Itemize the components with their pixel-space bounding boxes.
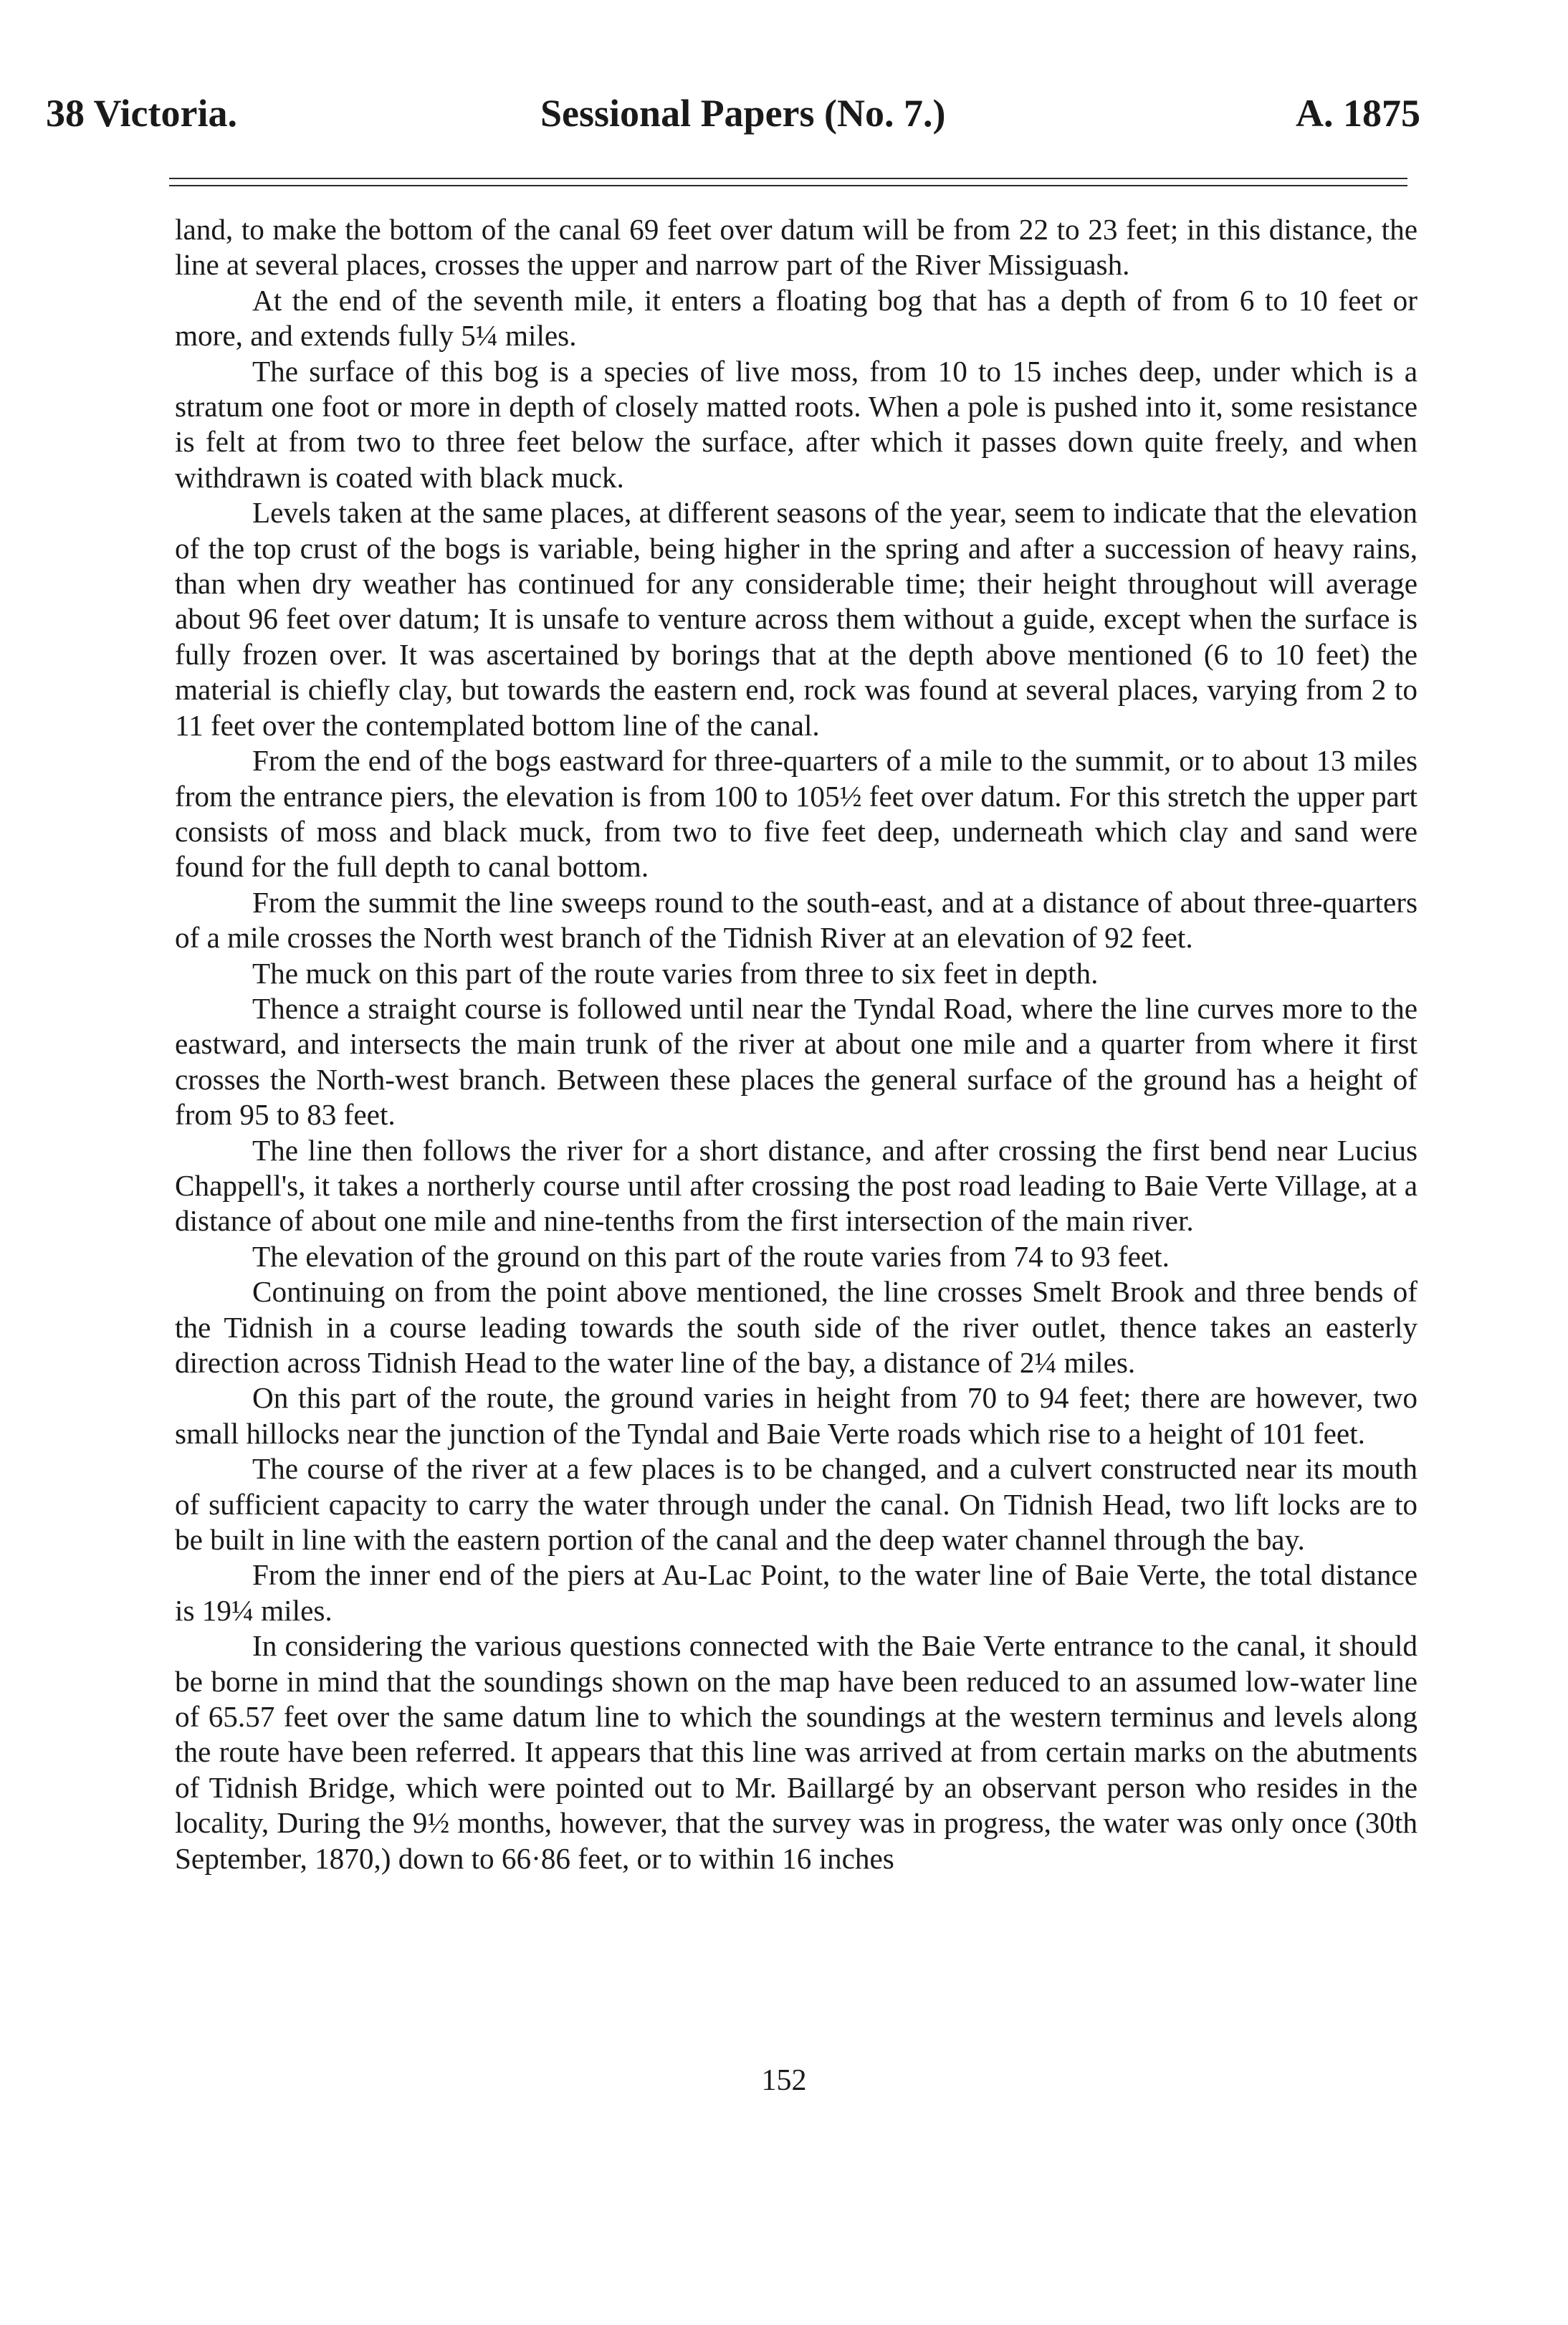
paragraph: From the end of the bogs eastward for three-quarters of a mile to the summit, or to about 13 miles from the entrance piers, the elevation is from 100 to 105½ feet over datum. For this stretch the upper part consists of moss and black muck, from two to five feet deep, underneath which clay and sand were found for the full depth to canal bottom. xyxy=(175,744,1418,884)
paragraph: From the inner end of the piers at Au-Lac Point, to the water line of Baie Verte, the total distance is 19¼ miles. xyxy=(175,1558,1418,1627)
body-text xyxy=(175,212,1418,1876)
paragraph: In considering the various questions connected with the Baie Verte entrance to the canal, it should be borne in mind that the soundings shown on the map have been reduced to an assumed low-water line of 65.57 feet over the same datum line to which the soundings at the western terminus and levels along the route have been referred. It appears that this line was arrived at from certain marks on the abutments of Tidnish Bridge, which were pointed out to Mr. Baillargé by an observant person who resides in the locality, During the 9½ months, however, that the survey was in progress, the water was only once (30th September, 1870,) down to 66·86 feet, or to within 16 inches xyxy=(175,1629,1418,1875)
paragraph: On this part of the route, the ground varies in height from 70 to 94 feet; there are however, two small hillocks near the junction of the Tyndal and Baie Verte roads which rise to a height of 101 feet. xyxy=(175,1381,1418,1450)
paragraph: The surface of this bog is a species of live moss, from 10 to 15 inches deep, under which is a stratum one foot or more in depth of closely matted roots. When a pole is pushed into it, some resistance is felt at from two to three feet below the surface, after which it passes down quite freely, and when withdrawn is coated with black muck. xyxy=(175,354,1418,494)
paragraph: Levels taken at the same places, at different seasons of the year, seem to indicate that the elevation of the top crust of the bogs is variable, being higher in the spring and after a succession of heavy rains, than when dry weather has continued for any considerable time; their height throughout will average about 96 feet over datum; It is unsafe to venture across them without a guide, except when the surface is fully frozen over. It was ascertained by borings that at the depth above mentioned (6 to 10 feet) the material is chiefly clay, but towards the eastern end, rock was found at several places, varying from 2 to 11 feet over the contemplated bottom line of the canal. xyxy=(175,496,1418,742)
paragraph: land, to make the bottom of the canal 69 feet over datum will be from 22 to 23 feet; in this distance, the line at several places, crosses the upper and narrow part of the River Missiguash. xyxy=(175,213,1418,282)
paragraph: The line then follows the river for a short distance, and after crossing the first bend near Lucius Chappell's, it takes a northerly course until after crossing the post road leading to Baie Verte Village, at a distance of about one mile and nine-tenths from the first intersection of the main river. xyxy=(175,1133,1418,1238)
header-title: Sessional Papers (No. 7.) xyxy=(540,92,946,135)
header-year: A. 1875 xyxy=(1296,92,1420,135)
paragraph: The muck on this part of the route varies from three to six feet in depth. xyxy=(252,956,1099,990)
header-rule-top xyxy=(169,178,1407,179)
paragraph: The elevation of the ground on this part of the route varies from 74 to 93 feet. xyxy=(252,1239,1170,1273)
paragraph: At the end of the seventh mile, it enters a floating bog that has a depth of from 6 to 10 feet or more, and extends fully 5¼ miles. xyxy=(175,283,1418,353)
paragraph: The course of the river at a few places is to be changed, and a culvert constructed near its mouth of sufficient capacity to carry the water through under the canal. On Tidnish Head, two lift locks are to be built in line with the eastern portion of the canal and the deep water channel through the bay. xyxy=(175,1452,1418,1557)
running-header xyxy=(46,85,1420,142)
paragraph: Continuing on from the point above mentioned, the line crosses Smelt Brook and three bends of the Tidnish in a course leading towards the south side of the river outlet, thence takes an easterly direction across Tidnish Head to the water line of the bay, a distance of 2¼ miles. xyxy=(175,1275,1418,1379)
paragraph: Thence a straight course is followed until near the Tyndal Road, where the line curves more to the eastward, and intersects the main trunk of the river at about one mile and a quarter from where it first crosses the North-west branch. Between these places the general surface of the ground has a height of from 95 to 83 feet. xyxy=(175,991,1418,1132)
header-session: 38 Victoria. xyxy=(46,92,237,135)
page-number: 152 xyxy=(761,2064,807,2097)
header-rule-bottom xyxy=(169,185,1407,186)
paragraph: From the summit the line sweeps round to the south-east, and at a distance of about three-quarters of a mile crosses the North west branch of the Tidnish River at an elevation of 92 feet. xyxy=(175,885,1418,955)
